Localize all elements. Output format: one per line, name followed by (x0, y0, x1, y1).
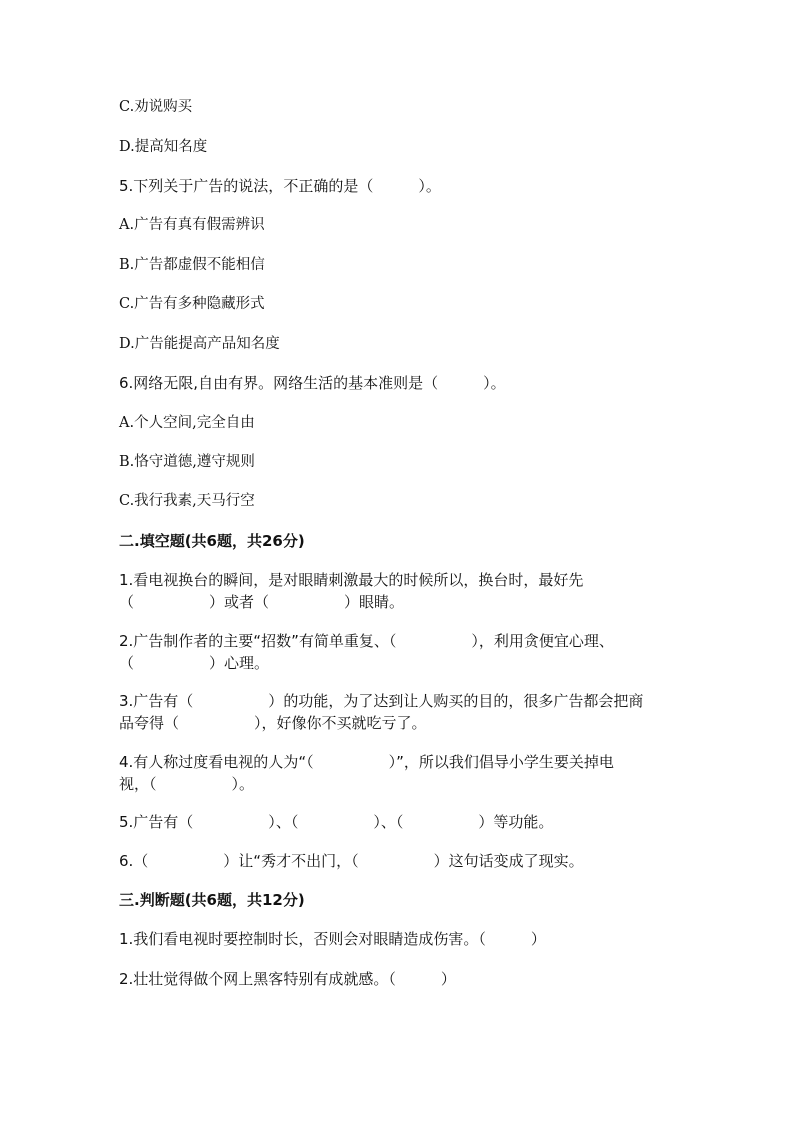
section-3-heading: 三.判断题(共6题，共12分) (119, 891, 305, 909)
option-d-awareness: D.提高知名度 (119, 139, 208, 155)
question-6-option-b: B.恪守道德,遵守规则 (119, 454, 255, 470)
question-5-option-b: B.广告都虚假不能相信 (119, 257, 265, 273)
fill-blank-2-line-2: （ ）心理。 (119, 654, 270, 672)
fill-blank-4-line-2: 视，（ ）。 (119, 775, 255, 793)
true-false-1: 1.我们看电视时要控制时长，否则会对眼睛造成伤害。（ ） (119, 930, 546, 948)
option-c-persuade: C.劝说购买 (119, 99, 193, 115)
fill-blank-1-line-1: 1.看电视换台的瞬间，是对眼睛刺激最大的时候所以，换台时，最好先 (119, 571, 584, 589)
question-5-option-d: D.广告能提高产品知名度 (119, 336, 280, 352)
fill-blank-5: 5.广告有（ ）、（ ）、（ ）等功能。 (119, 813, 554, 831)
fill-blank-3-line-2: 品夸得（ ），好像你不买就吃亏了。 (119, 714, 427, 732)
fill-blank-2-line-1: 2.广告制作者的主要“招数”有简单重复、（ ），利用贪便宜心理、 (119, 632, 614, 650)
question-5-option-c: C.广告有多种隐藏形式 (119, 296, 265, 312)
question-6-option-a: A.个人空间,完全自由 (119, 415, 255, 431)
section-2-heading: 二.填空题(共6题，共26分) (119, 532, 305, 550)
question-5-stem: 5.下列关于广告的说法，不正确的是（ ）。 (119, 177, 441, 195)
fill-blank-3-line-1: 3.广告有（ ）的功能，为了达到让人购买的目的，很多广告都会把商 (119, 692, 644, 710)
question-5-option-a: A.广告有真有假需辨识 (119, 217, 265, 233)
true-false-2: 2.壮壮觉得做个网上黑客特别有成就感。（ ） (119, 970, 456, 988)
fill-blank-1-line-2: （ ）或者（ ）眼睛。 (119, 593, 405, 611)
fill-blank-6: 6.（ ）让“秀才不出门，（ ）这句话变成了现实。 (119, 852, 584, 870)
question-6-stem: 6.网络无限,自由有界。网络生活的基本准则是（ ）。 (119, 374, 506, 392)
question-6-option-c: C.我行我素,天马行空 (119, 493, 255, 509)
fill-blank-4-line-1: 4.有人称过度看电视的人为“（ ）”，所以我们倡导小学生要关掉电 (119, 753, 614, 771)
